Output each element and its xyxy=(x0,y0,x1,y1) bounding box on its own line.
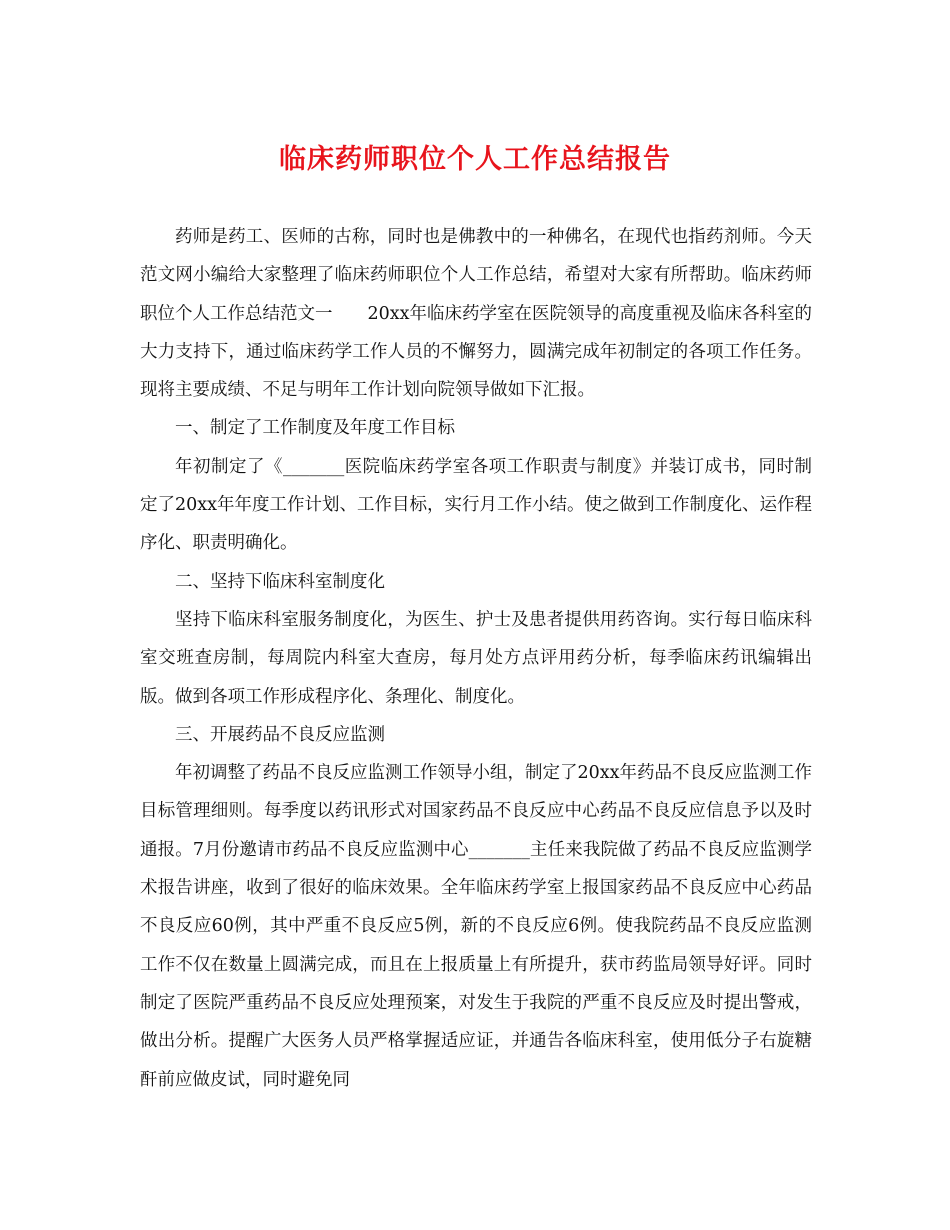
document-title: 临床药师职位个人工作总结报告 xyxy=(279,144,671,175)
section-heading-1: 一、制定了工作制度及年度工作目标 xyxy=(175,418,455,439)
section-heading-3: 三、开展药品不良反应监测 xyxy=(175,724,385,745)
paragraph-section-2: 坚持下临床科室服务制度化，为医生、护士及患者提供用药咨询。实行每日临床科室交班查房制，每周院内科室大查房，每月处方点评用药分析，每季临床药讯编辑出版。做到各项工作形成程序化、条理化、制度化。 xyxy=(140,609,812,707)
paragraph-intro: 药师是药工、医师的古称，同时也是佛教中的一种佛名，在现代也指药剂师。今天范文网小编给大家整理了临床药师职位个人工作总结，希望对大家有所帮助。临床药师职位个人工作总结范文一 20xx年临床药学室在医院领导的高度重视及临床各科室的大力支持下，通过临床药学工作人员的不懈努力，圆满完成年初制定的各项工作任务。现将主要成绩、不足与明年工作计划向院领导做如下汇报。 xyxy=(140,227,813,401)
document-body xyxy=(140,218,812,1099)
paragraph-section-1: 年初制定了《_______医院临床药学室各项工作职责与制度》并装订成书，同时制定了20xx年年度工作计划、工作目标，实行月工作小结。使之做到工作制度化、运作程序化、职责明确化。 xyxy=(140,456,813,554)
section-heading-2: 二、坚持下临床科室制度化 xyxy=(175,571,385,592)
paragraph-section-3: 年初调整了药品不良反应监测工作领导小组，制定了20xx年药品不良反应监测工作目标管理细则。每季度以药讯形式对国家药品不良反应中心药品不良反应信息予以及时通报。7月份邀请市药品不良反应监测中心_______主任来我院做了药品不良反应监测学术报告讲座，收到了很好的临床效果。全年临床药学室上报国家药品不良反应中心药品不良反应60例，其中严重不良反应5例，新的不良反应6例。使我院药品不良反应监测工作不仅在数量上圆满完成，而且在上报质量上有所提升，获市药监局领导好评。同时制定了医院严重药品不良反应处理预案，对发生于我院的严重不良反应及时提出警戒，做出分析。提醒广大医务人员严格掌握适应证，并通告各临床科室，使用低分子右旋糖酐前应做皮试，同时避免同 xyxy=(140,763,813,1090)
